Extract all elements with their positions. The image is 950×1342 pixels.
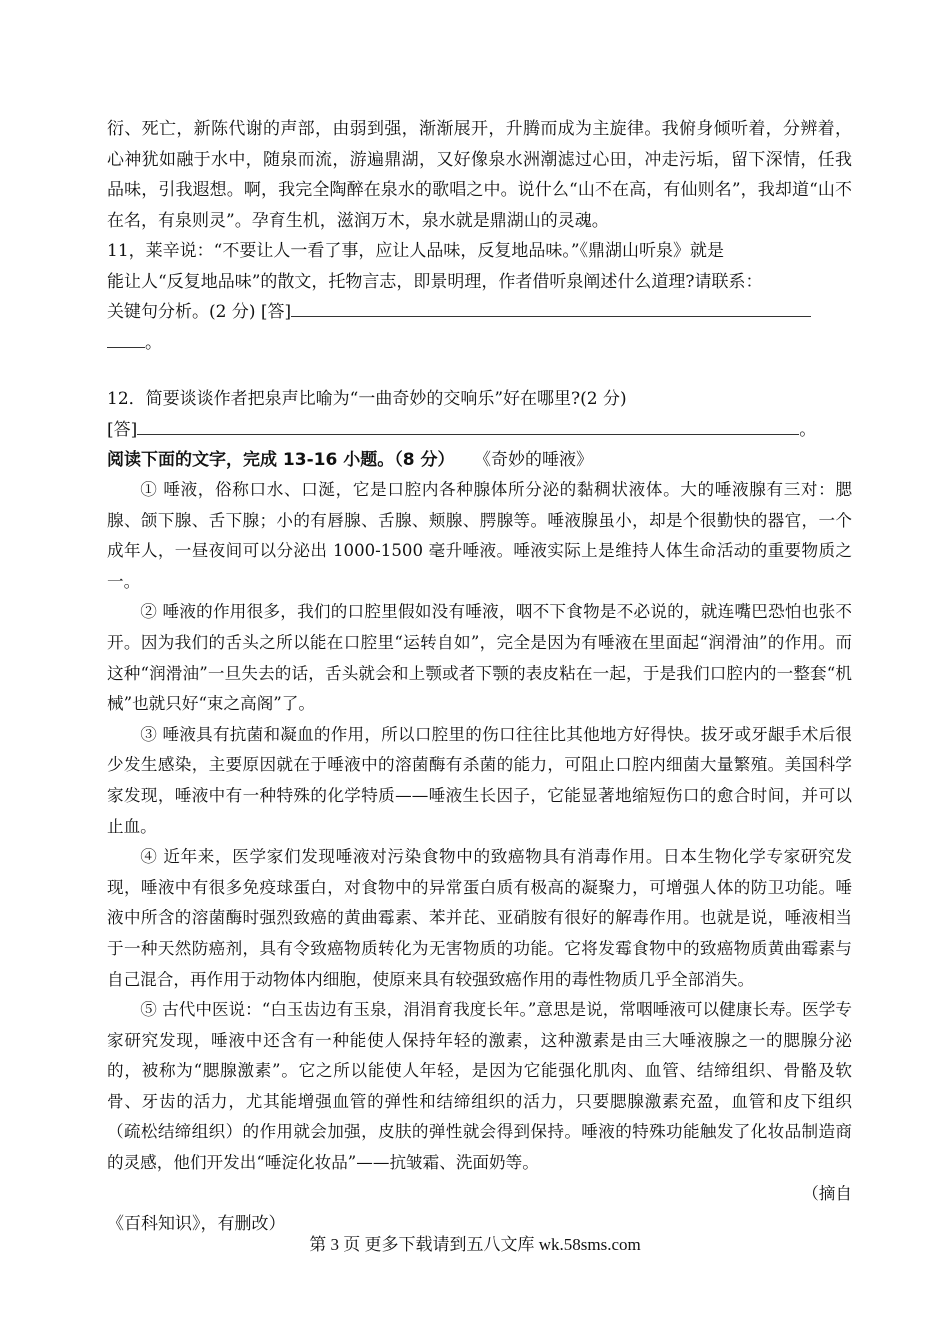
question-11-line-1: 11，莱辛说：“不要让人一看了事，应让人品味，反复地品味。”《鼎湖山听泉》就是: [107, 241, 725, 261]
reading-section-heading: [107, 445, 852, 475]
question-11-answer-blank: [291, 298, 811, 317]
reading-passage: [107, 475, 852, 1240]
question-11: [107, 236, 852, 358]
spacer: [107, 358, 852, 384]
passage-source: 《百科知识》，有删改）: [107, 1214, 286, 1235]
question-12-line-1: 12．简要谈谈作者把泉声比喻为“一曲奇妙的交响乐”好在哪里?(2 分): [107, 389, 627, 409]
passage-paragraph-2: ② 唾液的作用很多，我们的口腔里假如没有唾液，咽不下食物是不必说的，就连嘴巴恐怕也张不开。因为我们的舌头之所以能在口腔里“运转自如”，完全是因为有唾液在里面起“润滑油”的作用。而这种“润滑油”一旦失去的话，舌头就会和上颚或者下颚的表皮粘在一起，于是我们口腔内的一整套“机械”也就只好“束之高阁”了。: [107, 602, 852, 714]
question-12-answer-blank: [137, 416, 799, 435]
question-11-answer-blank-cont: [107, 329, 145, 348]
question-11-answer-end: 。: [145, 332, 162, 353]
reading-instruction: 阅读下面的文字，完成 13-16 小题。（8 分）: [107, 450, 455, 470]
question-11-line-4: [107, 328, 852, 359]
page-footer: 第 3 页 更多下载请到五八文库 wk.58sms.com: [309, 1235, 641, 1254]
passage-paragraph-5: ⑤ 古代中医说：“白玉齿边有玉泉，涓涓育我度长年。”意思是说，常咽唾液可以健康长寿。医学专家研究发现，唾液中还含有一种能使人保持年轻的激素，这种激素是由三大唾液腺之一的腮腺分泌的，被称为“腮腺激素”。它之所以能使人年轻，是因为它能强化肌肉、血管、结缔组织、骨骼及软骨、牙齿的活力，尤其能增强血管的弹性和结缔组织的活力，只要腮腺激素充盈，血管和皮下组织（疏松结缔组织）的作用就会加强，皮肤的弹性就会得到保持。唾液的特殊功能触发了化妆品制造商的灵感，他们开发出“唾淀化妆品”——抗皱霜、洗面奶等。: [107, 1000, 852, 1173]
question-11-line-2: 能让人“反复地品味”的散文，托物言志，即景明理，作者借听泉阐述什么道理?请联系：: [107, 271, 763, 292]
question-12-answer-label: [答]: [107, 419, 138, 440]
question-12-answer-line: [107, 415, 852, 446]
document-page: [107, 114, 852, 1240]
question-12-answer-end: 。: [799, 419, 817, 440]
question-12: [107, 384, 852, 445]
question-11-answer-label: 关键句分析。(2 分) [答]: [107, 302, 292, 322]
question-11-line-3: [107, 297, 852, 328]
passage-paragraph-3: ③ 唾液具有抗菌和凝血的作用，所以口腔里的伤口往往比其他地方好得快。拔牙或牙龈手术后很少发生感染，主要原因就在于唾液中的溶菌酶有杀菌的能力，可阻止口腔内细菌大量繁殖。美国科学家发现，唾液中有一种特殊的化学特质——唾液生长因子，它能显著地缩短伤口的愈合时间，并可以止血。: [107, 724, 852, 836]
passage-title: 《奇妙的唾液》: [482, 450, 593, 470]
passage-paragraph-4: ④ 近年来，医学家们发现唾液对污染食物中的致癌物具有消毒作用。日本生物化学专家研究发现，唾液中有很多免疫球蛋白，对食物中的异常蛋白质有极高的凝聚力，可增强人体的防卫功能。唾液中所含的溶菌酶时强烈致癌的黄曲霉素、苯并芘、亚硝胺有很好的解毒作用。也就是说，唾液相当于一种天然防癌剂，具有令致癌物质转化为无害物质的功能。它将发霉食物中的致癌物质黄曲霉素与自己混合，再作用于动物体内细胞，使原来具有较强致癌作用的毒性物质几乎全部消失。: [107, 847, 852, 989]
passage-paragraph-1: ① 唾液，俗称口水、口涎，它是口腔内各种腺体所分泌的黏稠状液体。大的唾液腺有三对：腮腺、颌下腺、舌下腺；小的有唇腺、舌腺、颊腺、腭腺等。唾液腺虽小，却是个很勤快的器官，一个成年人，一昼夜间可以分泌出 1000-1500 毫升唾液。唾液实际上是维持人体生命活动的重要物质之一。: [107, 480, 852, 591]
passage-excerpt-top: 衍、死亡，新陈代谢的声部，由弱到强，渐渐展开，升腾而成为主旋律。我俯身倾听着，分辨着，心神犹如融于水中，随泉而流，游遍鼎湖，又好像泉水洲潮滤过心田，冲走污垢，留下深情，任我品味，引我遐想。啊，我完全陶醉在泉水的歌唱之中。说什么“山不在高，有仙则名”，我却道“山不在名，有泉则灵”。孕育生机，滋润万木，泉水就是鼎湖山的灵魂。: [107, 119, 852, 231]
passage-source-prefix: （摘自: [802, 1183, 852, 1203]
